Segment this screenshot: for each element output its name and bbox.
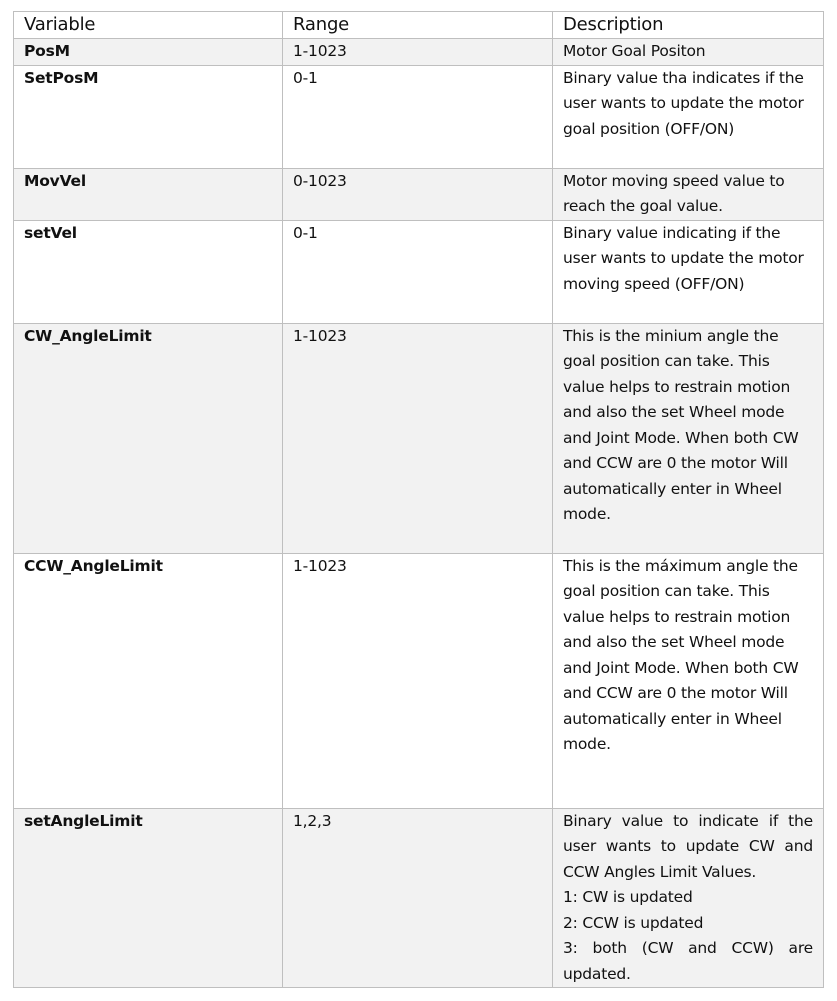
range-cell: 1-1023: [283, 553, 553, 808]
description-cell: [553, 808, 824, 988]
description-cell: Motor moving speed value to reach the goal value.: [553, 168, 824, 220]
range-cell: 1,2,3: [283, 808, 553, 988]
range-cell: 1-1023: [283, 323, 553, 553]
header-row: [14, 12, 824, 39]
description-cell: This is the minium angle the goal position can take. This value helps to restrain motion and also the set Wheel mode and Joint Mode. When both CW and CCW are 0 the motor Will automatically enter in Wheel mode.: [553, 323, 824, 553]
description-text: Binary value to indicate if the user wants to update CW and CCW Angles Limit Values.: [563, 811, 813, 881]
table-row: [14, 65, 824, 168]
variable-cell: MovVel: [14, 168, 283, 220]
table-row: [14, 39, 824, 66]
description-cell: This is the máximum angle the goal position can take. This value helps to restrain motion and also the set Wheel mode and Joint Mode. When both CW and CCW are 0 the motor Will automatically enter in Wheel mode.: [553, 553, 824, 808]
variable-cell: setAngleLimit: [14, 808, 283, 988]
header-range: Range: [283, 12, 553, 39]
table-row: [14, 168, 824, 220]
variables-table: [13, 11, 824, 988]
range-cell: 1-1023: [283, 39, 553, 66]
description-item: 1: CW is updated: [563, 888, 693, 906]
variable-cell: SetPosM: [14, 65, 283, 168]
description-cell: Binary value tha indicates if the user wants to update the motor goal position (OFF/ON): [553, 65, 824, 168]
range-cell: 0-1: [283, 220, 553, 323]
table-row: [14, 323, 824, 553]
table-row: [14, 220, 824, 323]
variable-cell: PosM: [14, 39, 283, 66]
variable-cell: CCW_AngleLimit: [14, 553, 283, 808]
range-cell: 0-1023: [283, 168, 553, 220]
range-cell: 0-1: [283, 65, 553, 168]
header-variable: Variable: [14, 12, 283, 39]
description-cell: Motor Goal Positon: [553, 39, 824, 66]
table-row: [14, 553, 824, 808]
table-row: [14, 808, 824, 988]
variable-cell: CW_AngleLimit: [14, 323, 283, 553]
header-description: Description: [553, 12, 824, 39]
description-cell: Binary value indicating if the user wants to update the motor moving speed (OFF/ON): [553, 220, 824, 323]
description-item: 3: both (CW and CCW) are updated.: [563, 939, 813, 983]
description-item: 2: CCW is updated: [563, 913, 704, 932]
variable-cell: setVel: [14, 220, 283, 323]
